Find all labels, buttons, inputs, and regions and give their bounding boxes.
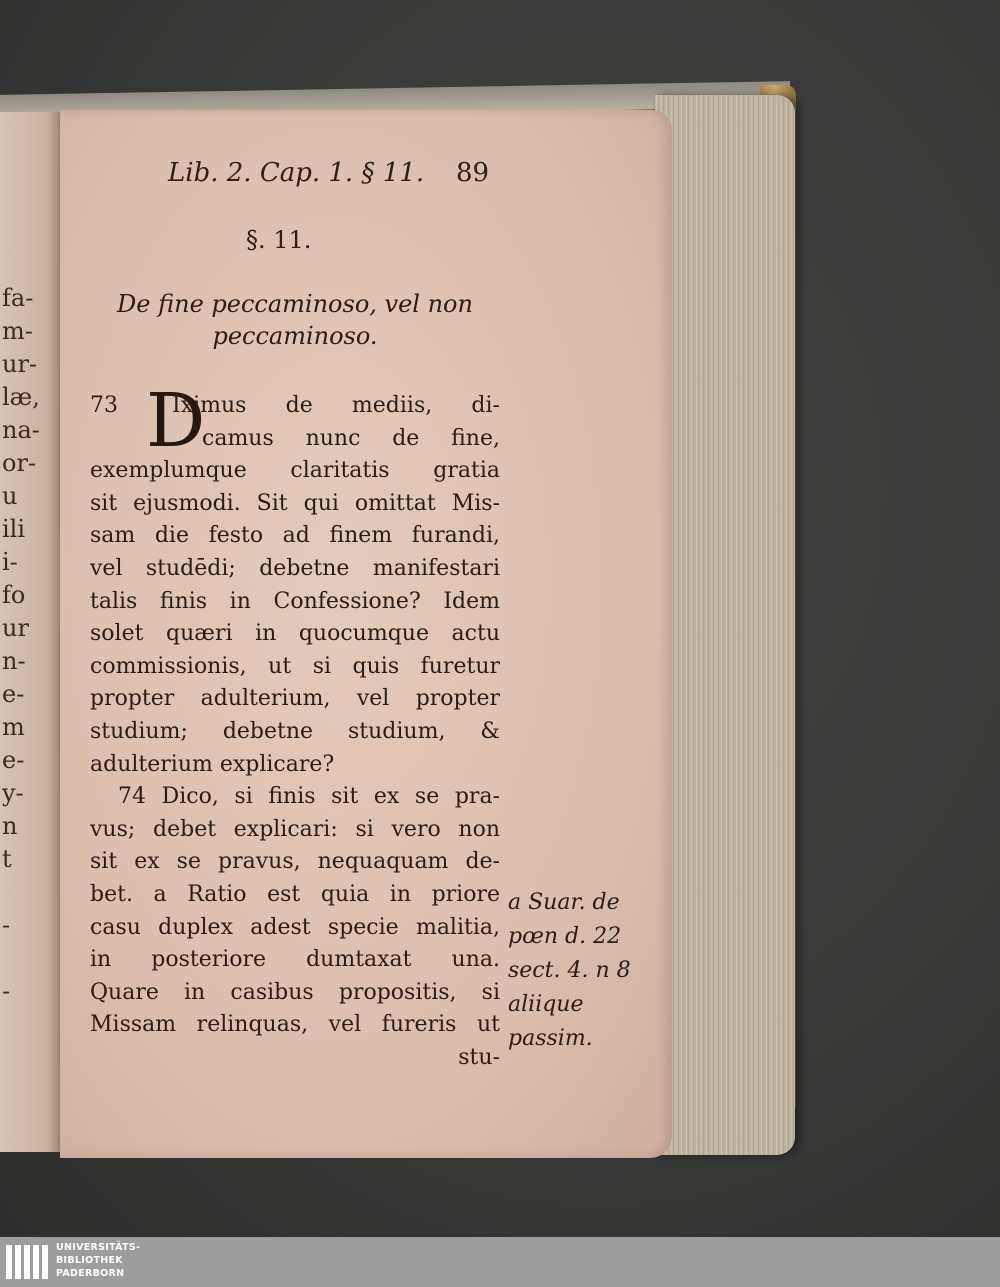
margin-note-line: a Suar. de [508, 890, 620, 915]
section-mark: §. 11. [246, 226, 312, 254]
text-line: solet quæri in quocumque actu [90, 621, 500, 647]
text-line: adulterium explicare? [90, 751, 335, 777]
left-fragment: n- [2, 647, 26, 675]
library-logo-icon [6, 1245, 48, 1279]
left-fragment: fa- [2, 284, 34, 312]
left-fragment: n [2, 812, 18, 840]
section-title [90, 288, 500, 352]
text-line: sit ejusmodi. Sit qui omittat Mis- [90, 490, 500, 516]
text-line: casu duplex adest specie malitia, [90, 914, 500, 940]
text-line: talis finis in Confessione? Idem [90, 588, 500, 614]
left-fragment: ili [2, 515, 26, 543]
catchword: stu- [458, 1044, 500, 1070]
text-line: sit ex se pravus, nequaquam de- [90, 849, 500, 875]
margin-note-line: passim. [508, 1026, 593, 1051]
left-fragment: na- [2, 416, 40, 444]
footer-bar [0, 1237, 1000, 1287]
left-fragment: y- [2, 779, 24, 807]
drop-capital: D [146, 378, 206, 464]
left-fragment: - [2, 911, 11, 939]
text-line: vus; debet explicari: si vero non [90, 816, 500, 842]
text-line: Missam relinquas, vel fureris ut [90, 1012, 500, 1038]
text-line: vel studēdi; debetne manifestari [90, 555, 500, 581]
left-page-text [2, 282, 54, 1008]
text-line: sam die festo ad finem furandi, [90, 523, 500, 549]
text-line: 74 Dico, si finis sit ex se pra- [118, 784, 500, 810]
text-line: bet. a Ratio est quia in priore [90, 881, 500, 907]
left-fragment: ur [2, 614, 29, 642]
left-fragment: i- [2, 548, 18, 576]
paragraph-number: 73 [90, 393, 118, 418]
section-title-line: peccaminoso. [212, 322, 378, 350]
text-line: in posteriore dumtaxat una. [90, 947, 500, 973]
book-page-edges [655, 95, 795, 1155]
section-title-line: De fine peccaminoso, vel non [117, 290, 473, 318]
margin-note [508, 886, 638, 1056]
text-line: camus nunc de fine, [202, 425, 500, 451]
margin-note-line: sect. 4. n 8 [508, 958, 631, 983]
left-fragment: or- [2, 449, 37, 477]
text-line: commissionis, ut si quis furetur [90, 653, 500, 679]
left-fragment: u [2, 482, 18, 510]
left-fragment: ur- [2, 350, 38, 378]
library-logo-text: UNIVERSITÄTS- BIBLIOTHEK PADERBORN [56, 1242, 141, 1279]
page-number: 89 [456, 158, 490, 188]
text-line: exemplumque claritatis gratia [90, 458, 500, 484]
left-fragment: e- [2, 680, 25, 708]
margin-note-line: pœn d. 22 [508, 924, 622, 949]
left-fragment: læ, [2, 383, 40, 411]
left-fragment: fo [2, 581, 26, 609]
left-fragment: - [2, 977, 11, 1005]
text-line: 73 Iximus de mediis, di- [90, 393, 500, 418]
text-line: propter adulterium, vel propter [90, 686, 500, 712]
text-line: Quare in casibus propositis, si [90, 979, 500, 1005]
left-fragment [2, 942, 54, 975]
left-fragment: t [2, 845, 12, 873]
margin-note-line: aliique [508, 992, 584, 1017]
running-head: Lib. 2. Cap. 1. § 11. [168, 158, 425, 188]
body-text [90, 378, 500, 1074]
left-fragment: e- [2, 746, 25, 774]
left-page [0, 112, 60, 1152]
left-fragment: m [2, 713, 25, 741]
left-fragment: m- [2, 317, 33, 345]
left-fragment [2, 876, 54, 909]
text-line: studium; debetne studium, & [90, 718, 500, 744]
